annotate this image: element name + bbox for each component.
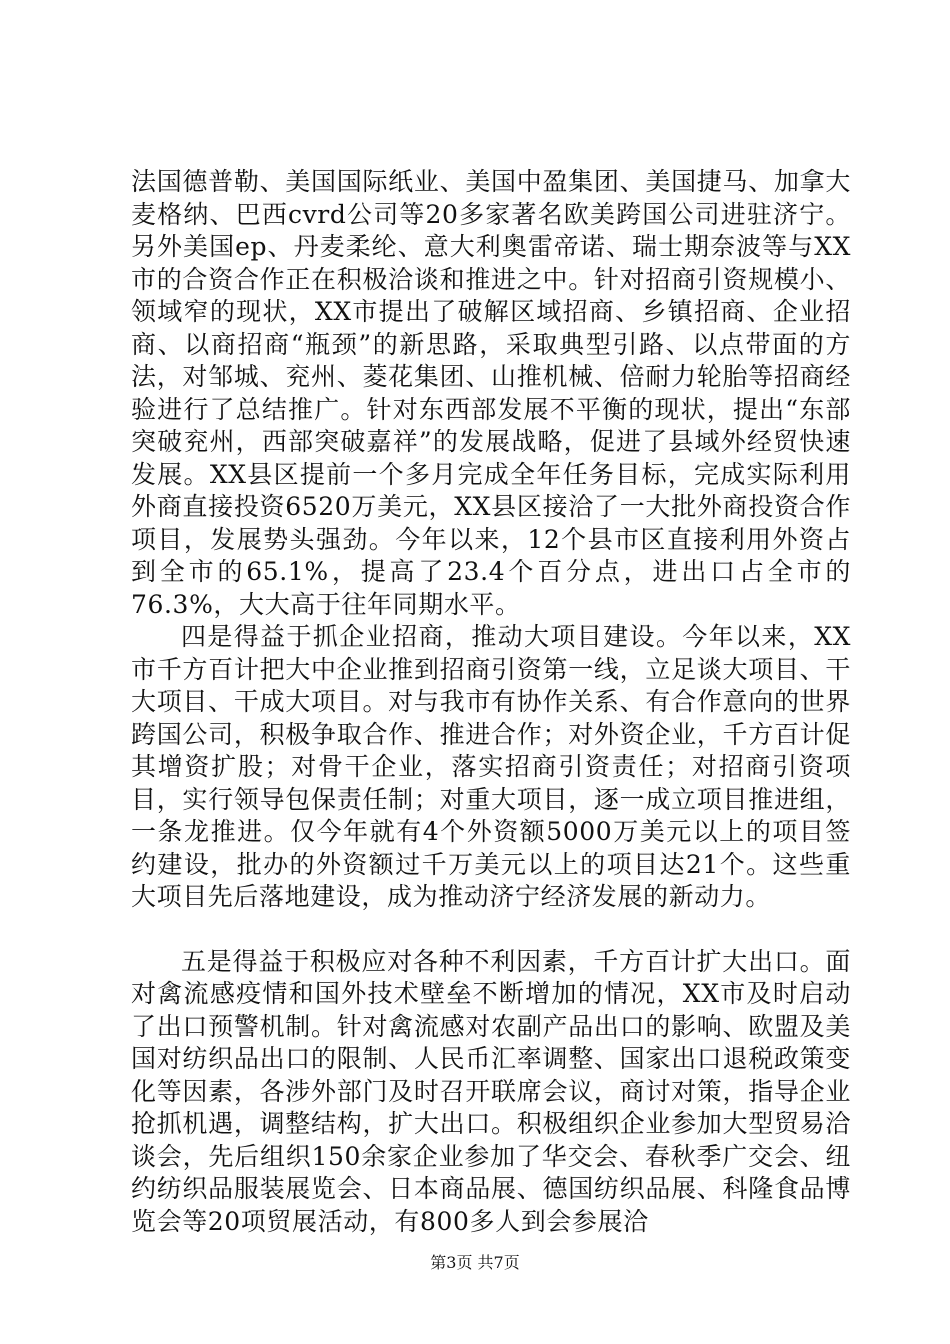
document-body xyxy=(131,166,851,1238)
paragraph-continued: 法国德普勒、美国国际纸业、美国中盈集团、美国捷马、加拿大麦格纳、巴西cvrd公司等20多家著名欧美跨国公司进驻济宁。另外美国ep、丹麦柔纶、意大利奥雷帝诺、瑞士期奈波等与XX市的合资合作正在积极洽谈和推进之中。针对招商引资规模小、领域窄的现状，XX市提出了破解区域招商、乡镇招商、企业招商、以商招商“瓶颈”的新思路，采取典型引路、以点带面的方法，对邹城、兖州、菱花集团、山推机械、倍耐力轮胎等招商经验进行了总结推广。针对东西部发展不平衡的现状，提出“东部突破兖州，西部突破嘉祥”的发展战略，促进了县域外经贸快速发展。XX县区提前一个多月完成全年任务目标，完成实际利用外商直接投资6520万美元，XX县区接洽了一大批外商投资合作项目，发展势头强劲。今年以来，12个县市区直接利用外资占到全市的65.1%，提高了23.4个百分点，进出口占全市的76.3%，大大高于往年同期水平。 xyxy=(131,167,851,619)
page-footer: 第3页 共7页 xyxy=(430,1253,520,1272)
paragraph-four: 四是得益于抓企业招商，推动大项目建设。今年以来，XX市千方百计把大中企业推到招商引资第一线，立足谈大项目、干大项目、干成大项目。对与我市有协作关系、有合作意向的世界跨国公司，积极争取合作、推进合作；对外资企业，千方百计促其增资扩股；对骨干企业，落实招商引资责任；对招商引资项目，实行领导包保责任制；对重大项目，逐一成立项目推进组，一条龙推进。仅今年就有4个外资额5000万美元以上的项目签约建设，批办的外资额过千万美元以上的项目达21个。这些重大项目先后落地建设，成为推动济宁经济发展的新动力。 xyxy=(131,622,851,911)
paragraph-five: 五是得益于积极应对各种不利因素，千方百计扩大出口。面对禽流感疫情和国外技术壁垒不断增加的情况，XX市及时启动了出口预警机制。针对禽流感对农副产品出口的影响、欧盟及美国对纺织品出口的限制、人民币汇率调整、国家出口退税政策变化等因素，各涉外部门及时召开联席会议，商讨对策，指导企业抢抓机遇，调整结构，扩大出口。积极组织企业参加大型贸易洽谈会，先后组织150余家企业参加了华交会、春秋季广交会、纽约纺织品服装展览会、日本商品展、德国纺织品展、科隆食品博览会等20项贸展活动，有800多人到会参展洽 xyxy=(131,946,851,1236)
